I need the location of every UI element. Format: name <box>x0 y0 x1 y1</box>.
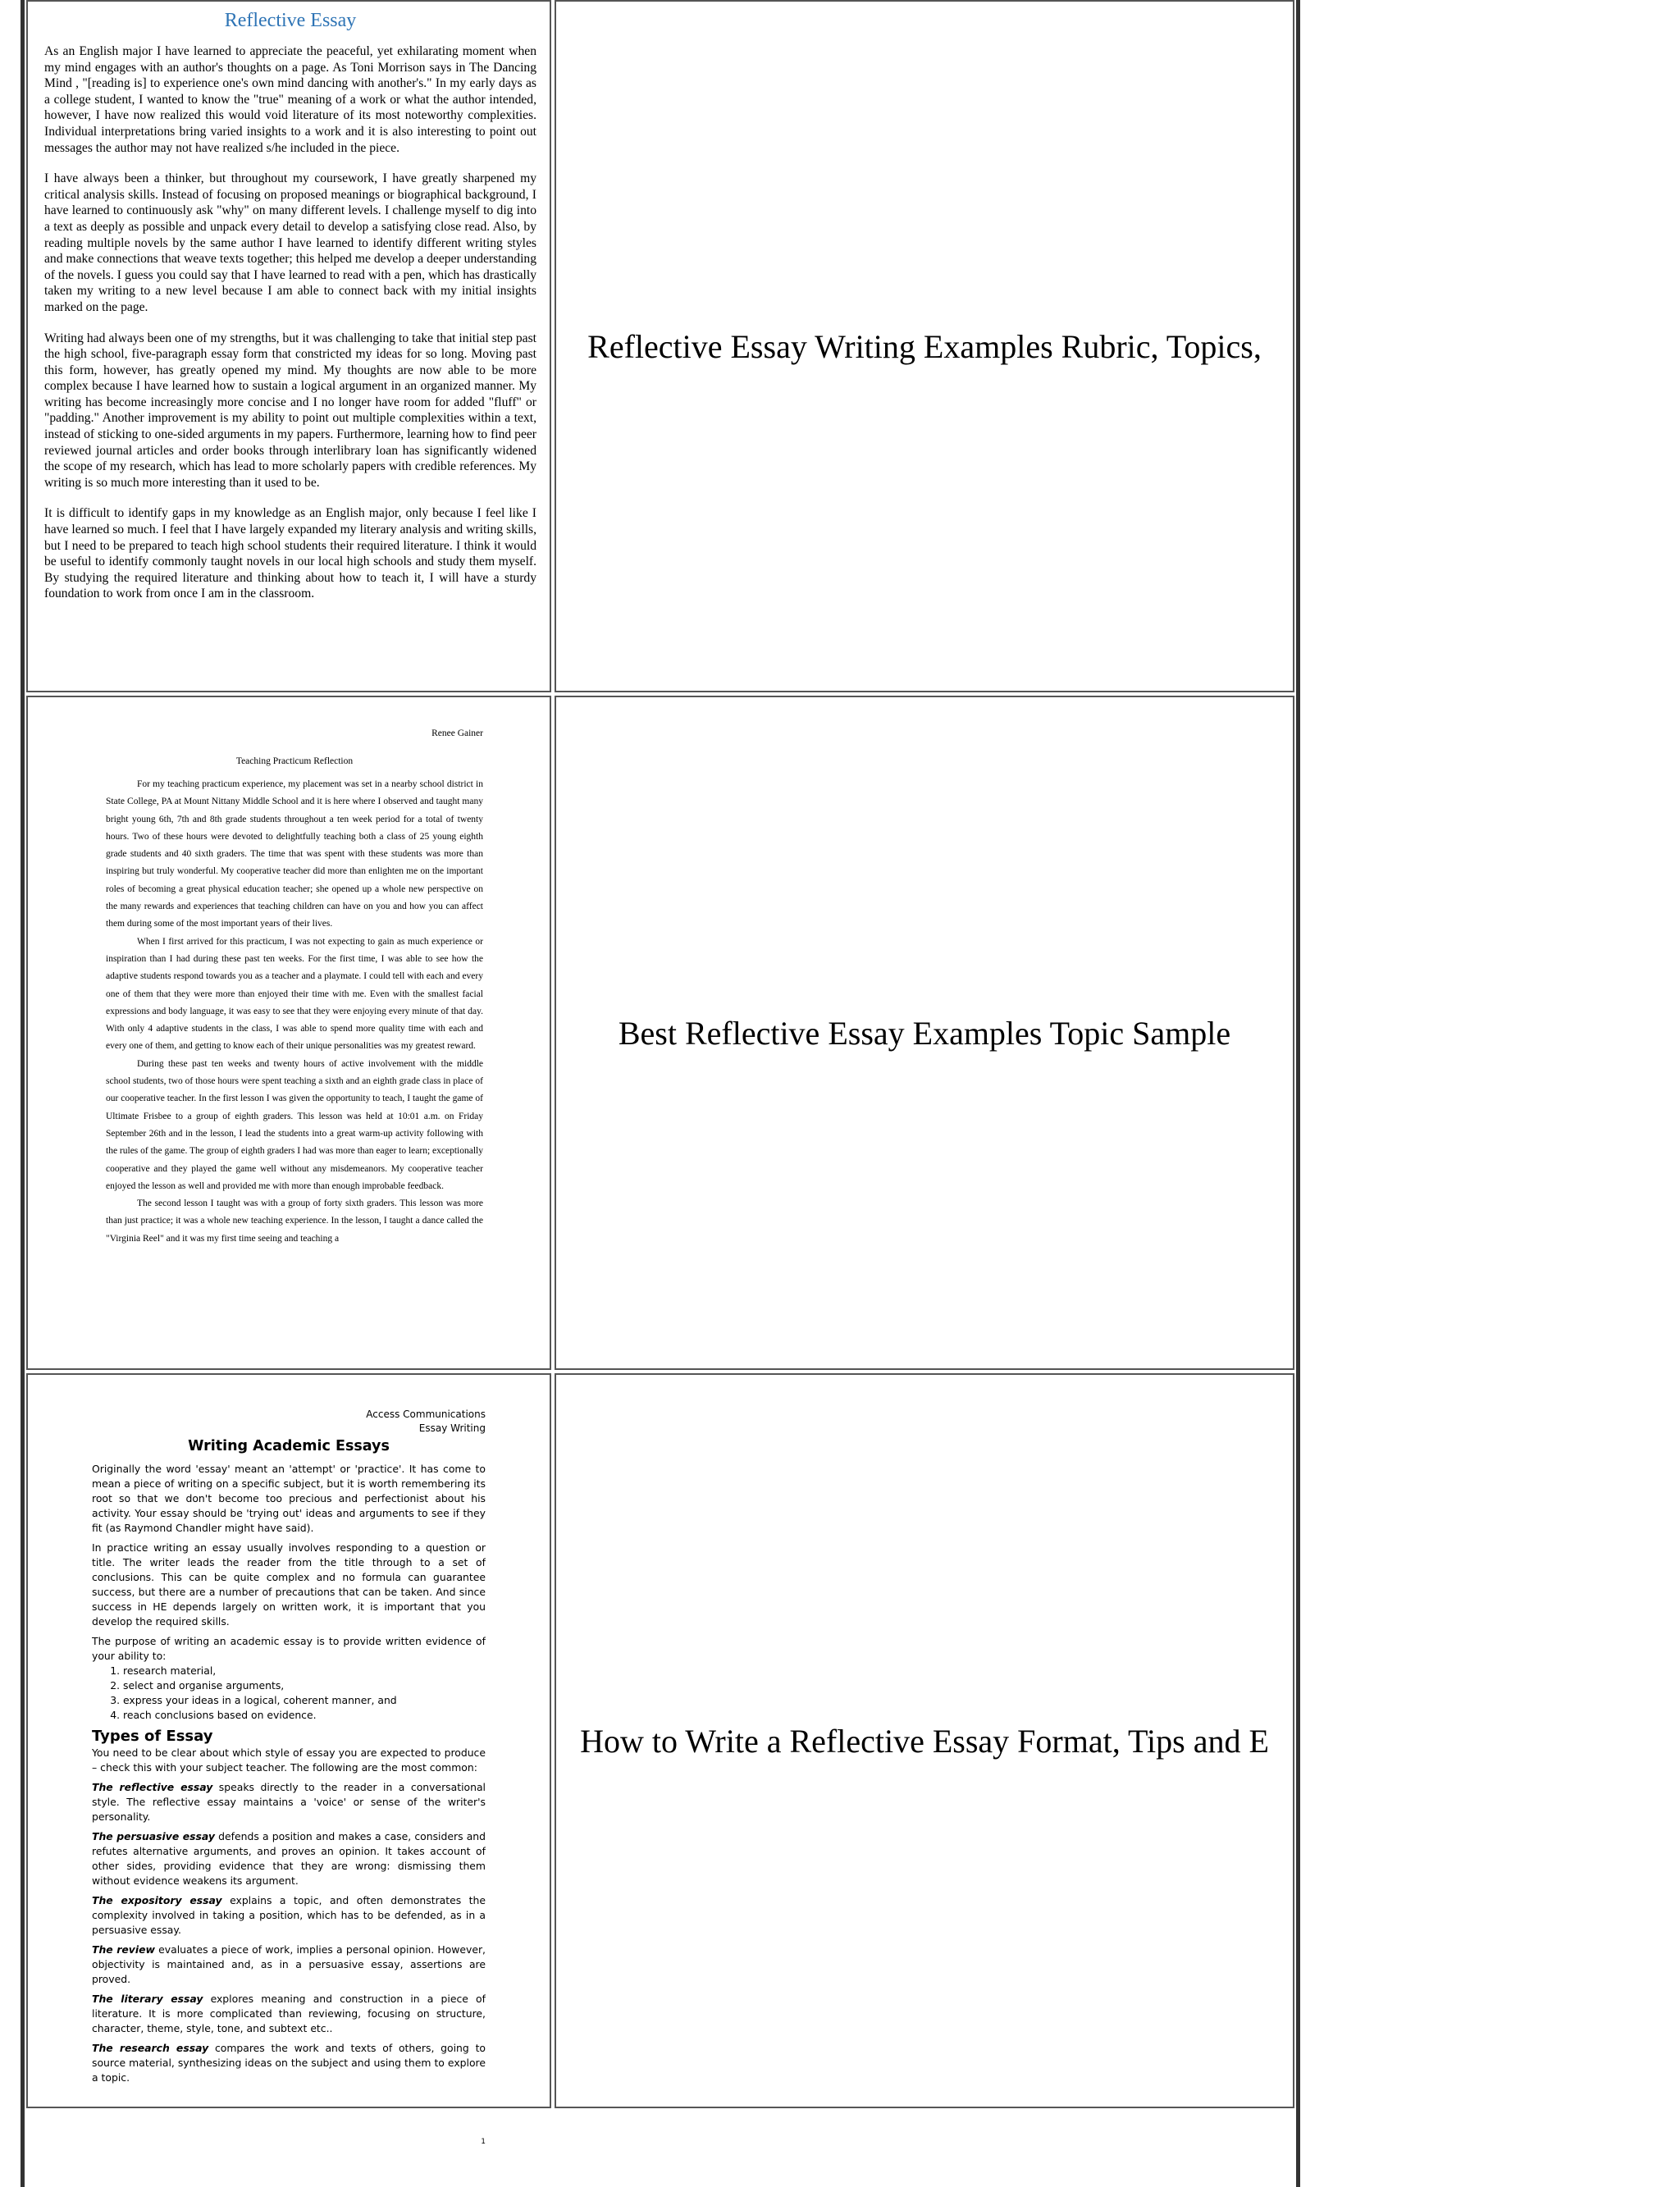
list-item: 1. research material, <box>123 1664 486 1678</box>
essay-type-term: The review <box>92 1943 155 1956</box>
essay-type-text: explains a topic, and often demonstrates the complexity involved in taking a position, which has to be defended, as in a persuasive essay. <box>92 1894 486 1936</box>
result-caption[interactable]: Reflective Essay Writing Examples Rubric, Topics, <box>587 327 1262 365</box>
list-item: 3. express your ideas in a logical, coherent manner, and <box>123 1693 486 1708</box>
essay-type-term: The expository essay <box>92 1894 222 1906</box>
section-heading: Types of Essay <box>92 1728 213 1745</box>
essay-type-text: defends a position and makes a case, considers and refutes alternative arguments, and proves an opinion. It takes account of other sides, providing evidence that they are wrong: dismissing them without evidence weakens its argument. <box>92 1830 486 1887</box>
document-paragraph: The second lesson I taught was with a group of forty sixth graders. This lesson was more than just practice; it was a whole new teaching experience. In the lesson, I taught a dance called the "Virginia Reel" and it was my first time seeing and teaching a <box>106 1199 483 1244</box>
result-thumbnail[interactable] <box>26 1373 551 2146</box>
document-paragraph: It is difficult to identify gaps in my knowledge as an English major, only because I feel like I have learned so much. I feel that I have largely expanded my literary analysis and writing skills, but I need to be prepared to teach high school students their required literature. I think it would be useful to identify commonly taught novels in our local high schools and study them myself. By studying the required literature and thinking about how to teach it, I will have a sturdy foundation to work from once I am in the classroom. <box>44 506 536 601</box>
document-paragraph: You need to be clear about which style of essay you are expected to produce – check this with your subject teacher. The following are the most common: <box>92 1746 486 1774</box>
result-caption-cell[interactable] <box>555 696 1294 1370</box>
document-title: Reflective Essay <box>224 10 357 31</box>
document-header: Access Communications <box>366 1409 486 1420</box>
essay-type-text: explores meaning and construction in a piece of literature. It is more complicated than reviewing, focusing on structure, character, theme, style, tone, and subtext etc.. <box>92 1993 486 2034</box>
essay-type-definition <box>92 2041 486 2085</box>
document-paragraph: During these past ten weeks and twenty hours of active involvement with the middle school students, two of those hours were spent teaching a sixth and an eighth grade class in place of our cooperative teacher. In the first lesson I was given the opportunity to teach, I taught the game of Ultimate Frisbee to a group of eighth graders. This lesson was held at 10:01 a.m. on Friday September 26th and in the lesson, I lead the students into a great warm-up activity following with the rules of the game. The group of eighth graders I had was more than eager to learn; exceptionally cooperative and they played the game well without any misdemeanors. My cooperative teacher enjoyed the lesson as well and provided me with more than enough improbable feedback. <box>106 1058 483 1191</box>
result-caption-cell[interactable] <box>555 1373 1294 2108</box>
document-paragraph: As an English major I have learned to appreciate the peaceful, yet exhilarating moment when my mind engages with an author's thoughts on a page. As Toni Morrison says in The Dancing Mind , "[reading is] to experience one's own mind dancing with another's." In my early days as a college student, I wanted to know the "true" meaning of a work or what the author intended, however, I have now realized this would void literature of its most noteworthy complexities. Individual interpretations bring varied insights to a work and it is also interesting to point out messages the author may not have realized s/he included in the piece. <box>44 44 536 155</box>
document-paragraph: I have always been a thinker, but throughout my coursework, I have greatly sharpened my critical analysis skills. Instead of focusing on proposed meanings or biographical background, I have learned to continuously ask "why" on many different levels. I challenge myself to dig into a text as deeply as possible and unpack every detail to develop a satisfying close read. Also, by reading multiple novels by the same author I have learned to identify different writing styles and make connections that weave texts together; this helped me develop a deeper understanding of the novels. I guess you could say that I have learned to read with a pen, which has drastically taken my writing to a new level because I am able to connect back with my initial insights marked on the page. <box>44 171 536 314</box>
document-paragraph: The purpose of writing an academic essay is to provide written evidence of your ability to: <box>92 1635 486 1662</box>
result-caption[interactable]: How to Write a Reflective Essay Format, Tips and E <box>580 1722 1269 1760</box>
result-row <box>25 1373 1296 2146</box>
document-paragraph: When I first arrived for this practicum, I was not expecting to gain as much experience or inspiration than I had during these past ten weeks. For the first time, I was able to see how the adaptive students respond towards you as a teacher and a playmate. I could tell with each and every one of them that they were more than enjoyed their time with me. Even with the smallest facial expressions and body language, it was easy to see that they were enjoying every minute of that day. With only 4 adaptive students in the class, I was able to spend more quality time with each and every one of them, and getting to know each of their unique personalities was my greatest reward. <box>106 936 483 1052</box>
essay-type-text: speaks directly to the reader in a conversational style. The reflective essay maintains a 'voice' or sense of the writer's personality. <box>92 1781 486 1823</box>
essay-type-definition <box>92 1829 486 1888</box>
essay-type-definition <box>92 1893 486 1938</box>
document-title: Writing Academic Essays <box>188 1438 390 1454</box>
essay-document <box>44 10 536 617</box>
essay-type-definition <box>92 1992 486 2036</box>
essay-document <box>92 1408 486 2149</box>
document-paragraph: Writing had always been one of my strengths, but it was challenging to take that initial step past the high school, five-paragraph essay form that constricted my ideas for so long. Moving past this form, however, has greatly opened my mind. My thoughts are now able to be more complex because I have learned how to sustain a logical argument in an organized manner. My writing has become increasingly more concise and I no longer have room for added "fluff" or "padding." Another improvement is my ability to point out multiple complexities within a text, instead of sticking to one-sided arguments in my papers. Furthermore, learning how to find peer reviewed journal articles and order books through interlibrary loan has significantly widened the scope of my research, which has lead to more scholarly papers with credible references. My writing is so much more interesting than it used to be. <box>44 331 536 490</box>
page-number: 1 <box>481 2138 486 2146</box>
essay-type-definition <box>92 1943 486 1987</box>
result-caption-cell[interactable] <box>555 0 1294 692</box>
document-author: Renee Gainer <box>431 728 483 738</box>
document-title: Teaching Practicum Reflection <box>235 756 354 766</box>
essay-type-text: compares the work and texts of others, going to source material, synthesizing ideas on the subject and using them to explore a topic. <box>92 2042 486 2084</box>
result-thumbnail[interactable] <box>26 696 551 1370</box>
essay-type-text: evaluates a piece of work, implies a personal opinion. However, objectivity is maintained and, as in a persuasive essay, assertions are proved. <box>92 1943 486 1985</box>
essay-document <box>106 728 483 1248</box>
document-paragraph: Originally the word 'essay' meant an 'attempt' or 'practice'. It has come to mean a piece of writing on a specific subject, but it is worth remembering its root so that we don't become too precious and perfectionist about his activity. Your essay should be 'trying out' ideas and arguments to see if they fit (as Raymond Chandler might have said). <box>92 1463 486 1534</box>
essay-type-term: The persuasive essay <box>92 1830 215 1842</box>
document-header: Essay Writing <box>418 1422 486 1434</box>
result-thumbnail[interactable] <box>26 0 551 692</box>
list-item: 4. reach conclusions based on evidence. <box>123 1708 486 1723</box>
document-paragraph: In practice writing an essay usually involves responding to a question or title. The writer leads the reader from the title through to a set of conclusions. This can be quite complex and no formula can guarantee success, but there are a number of precautions that can be taken. And since success in HE depends largely on written work, it is important that you develop the required skills. <box>92 1541 486 1628</box>
essay-type-term: The reflective essay <box>92 1781 213 1793</box>
essay-type-term: The research essay <box>92 2042 209 2054</box>
essay-type-definition <box>92 1780 486 1824</box>
result-caption[interactable]: Best Reflective Essay Examples Topic Sample <box>618 1014 1231 1052</box>
list-item: 2. select and organise arguments, <box>123 1678 486 1693</box>
essay-type-term: The literary essay <box>92 1993 203 2005</box>
document-paragraph: For my teaching practicum experience, my placement was set in a nearby school district in State College, PA at Mount Nittany Middle School and it is here where I observed and taught many bright young 6th, 7th and 8th grade students throughout a ten week period for a total of twenty hours. Two of these hours were devoted to delightfully teaching both a class of 25 young eighth grade students and 40 sixth graders. The time that was spent with these students was more than inspiring but truly wonderful. My cooperative teacher did more than enlighten me on the important roles of becoming a great physical education teacher; she opened up a whole new perspective on the many rewards and experiences that teaching children can have on you and how you can affect them during some of the most important years of their lives. <box>106 779 483 929</box>
result-row <box>25 696 1296 1370</box>
purpose-list <box>92 1664 486 1723</box>
result-row <box>25 0 1296 692</box>
